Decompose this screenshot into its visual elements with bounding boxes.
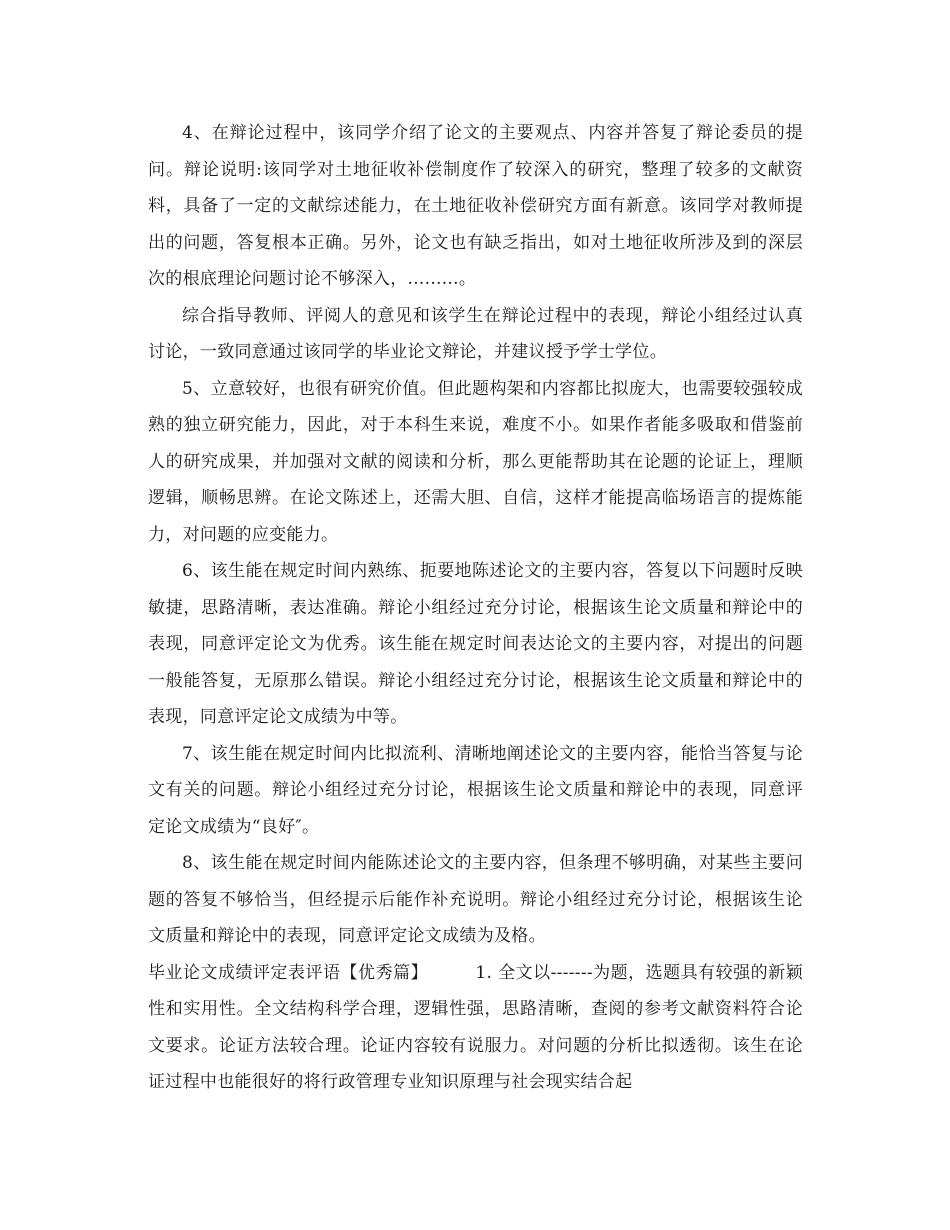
section-heading: 毕业论文成绩评定表评语【优秀篇】 — [148, 962, 429, 983]
section-text: 1. 全文以-------为题，选题具有较强的新颖性和实用性。全文结构科学合理，逻辑性强，思路清晰，查阅的参考文献资料符合论文要求。论证方法较合理。论证内容较有说服力。对问题的分析比拟透彻。该生在论证过程中也能很好的将行政管理专业知识原理与社会现实结合起 — [148, 962, 803, 1092]
paragraph-7: 7、该生能在规定时间内比拟流利、清晰地阐述论文的主要内容，能恰当答复与论文有关的问题。辩论小组经过充分讨论，根据该生论文质量和辩论中的表现，同意评定论文成绩为“良好″。 — [148, 743, 803, 837]
paragraph-summary: 综合指导教师、评阅人的意见和该学生在辩论过程中的表现，辩论小组经过认真讨论，一致同意通过该同学的毕业论文辩论，并建议授予学士学位。 — [148, 305, 803, 362]
paragraph-6: 6、该生能在规定时间内熟练、扼要地陈述论文的主要内容，答复以下问题时反映敏捷，思路清晰，表达准确。辩论小组经过充分讨论，根据该生论文质量和辩论中的表现，同意评定论文为优秀。该生能在规定时间表达论文的主要内容，对提出的问题一般能答复，无原那么错误。辩论小组经过充分讨论，根据该生论文质量和辩论中的表现，同意评定论文成绩为中等。 — [148, 561, 803, 727]
paragraph-5: 5、立意较好，也很有研究价值。但此题构架和内容都比拟庞大，也需要较强较成熟的独立研究能力，因此，对于本科生来说，难度不小。如果作者能多吸取和借鉴前人的研究成果，并加强对文献的阅读和分析，那么更能帮助其在论题的论证上，理顺逻辑，顺畅思辨。在论文陈述上，还需大胆、自信，这样才能提高临场语言的提炼能力，对问题的应变能力。 — [148, 378, 803, 545]
paragraph-8: 8、该生能在规定时间内能陈述论文的主要内容，但条理不够明确，对某些主要问题的答复不够恰当，但经提示后能作补充说明。辩论小组经过充分讨论，根据该生论文质量和辩论中的表现，同意评定论文成绩为及格。 — [148, 853, 803, 946]
document-body — [148, 115, 803, 1101]
section-paragraph — [148, 955, 803, 1101]
paragraph-4: 4、在辩论过程中，该同学介绍了论文的主要观点、内容并答复了辩论委员的提问。辩论说明:该同学对土地征收补偿制度作了较深入的研究，整理了较多的文献资料，具备了一定的文献综述能力，在土地征收补偿研究方面有新意。该同学对教师提出的问题，答复根本正确。另外，论文也有缺乏指出，如对土地征收所涉及到的深层次的根底理论问题讨论不够深入，.........。 — [148, 123, 803, 289]
